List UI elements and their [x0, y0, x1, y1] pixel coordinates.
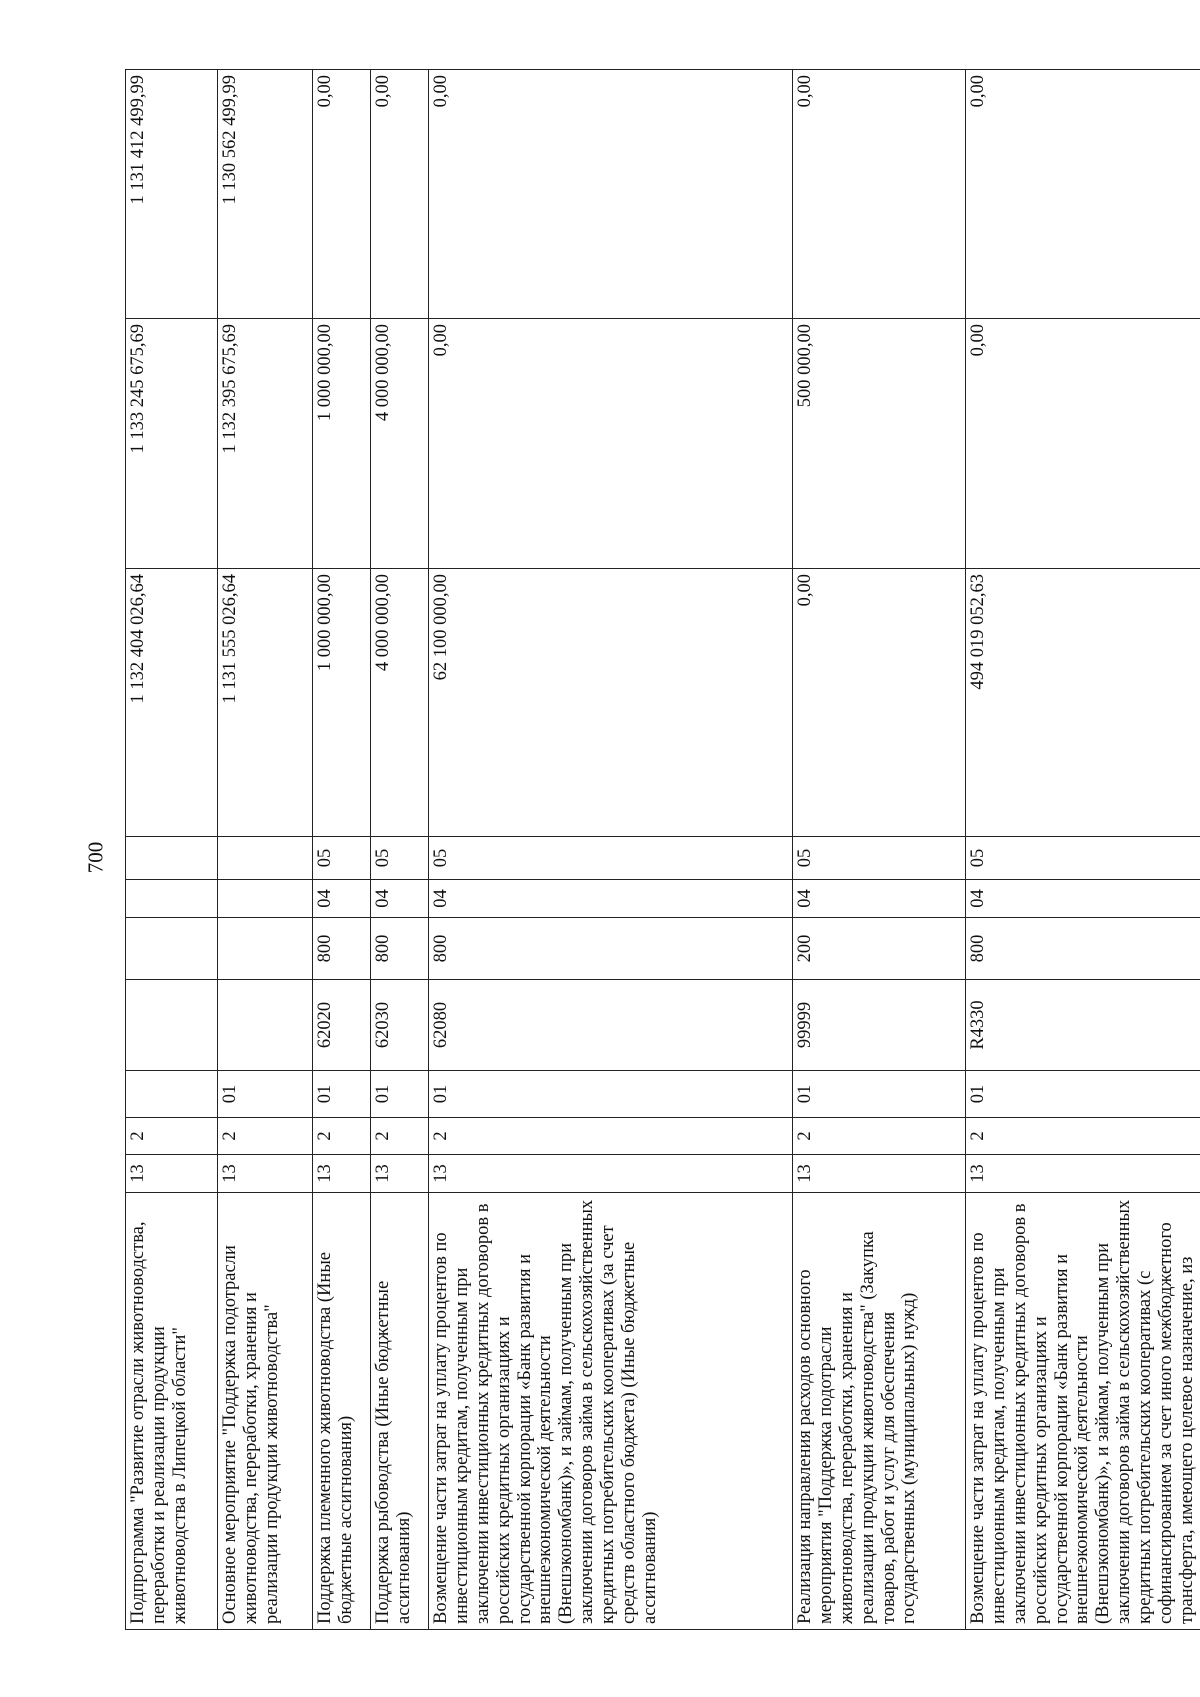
row-description: Возмещение части затрат на уплату процентов по инвестиционным кредитам, полученным при заключении инвестиционных кредитных договоров в российских кредитных организациях и государственной корпорации «Банк развития и внешнеэкономической деятельности (Внешэкономбанк)», и займам, полученным при заключении договоров займа в сельскохозяйственных кредитных потребительских кооперативах (с софинансированием за счет иного межбюджетного трансферта, имеющего целевое назначение, из: [966, 1193, 1200, 1630]
amount-year-2: 1 133 245 675,69: [126, 319, 218, 569]
amount-year-1: 1 131 555 026,64: [218, 569, 313, 837]
expense-direction-code: 99999: [793, 980, 966, 1071]
subprogram-code: 2: [126, 1118, 218, 1155]
expense-direction-code: [126, 980, 218, 1071]
section-code: 04: [371, 880, 429, 918]
subsection-code: 05: [793, 837, 966, 880]
row-description: Реализация направления расходов основного мероприятия "Поддержка подотрасли животноводства, переработки, хранения и реализации продукции животноводства" (Закупка товаров, работ и услуг для обеспечения государственных (муниципальных) нужд): [793, 1193, 966, 1630]
subprogram-code: 2: [218, 1118, 313, 1155]
amount-year-2: 1 000 000,00: [313, 319, 371, 569]
amount-year-3: 0,00: [313, 70, 371, 319]
amount-year-2: 1 132 395 675,69: [218, 319, 313, 569]
amount-year-1: 1 132 404 026,64: [126, 569, 218, 837]
table-row: [313, 70, 371, 1630]
expense-type-code: [126, 918, 218, 980]
program-code: 13: [126, 1155, 218, 1193]
subsection-code: 05: [966, 837, 1200, 880]
expense-type-code: 800: [371, 918, 429, 980]
subprogram-code: 2: [429, 1118, 793, 1155]
expense-type-code: 800: [313, 918, 371, 980]
program-code: 13: [429, 1155, 793, 1193]
activity-code: 01: [313, 1071, 371, 1118]
amount-year-1: 0,00: [793, 569, 966, 837]
section-code: 04: [429, 880, 793, 918]
activity-code: 01: [218, 1071, 313, 1118]
expense-type-code: [218, 918, 313, 980]
subsection-code: [126, 837, 218, 880]
program-code: 13: [218, 1155, 313, 1193]
amount-year-3: 0,00: [793, 70, 966, 319]
subsection-code: [218, 837, 313, 880]
expense-direction-code: [218, 980, 313, 1071]
section-code: 04: [313, 880, 371, 918]
program-code: 13: [313, 1155, 371, 1193]
row-description: Поддержка рыбоводства (Иные бюджетные ассигнования): [371, 1193, 429, 1630]
amount-year-1: 1 000 000,00: [313, 569, 371, 837]
table-row: [793, 70, 966, 1630]
expense-type-code: 800: [429, 918, 793, 980]
expense-direction-code: R4330: [966, 980, 1200, 1071]
expense-direction-code: 62030: [371, 980, 429, 1071]
subprogram-code: 2: [793, 1118, 966, 1155]
subprogram-code: 2: [371, 1118, 429, 1155]
subsection-code: 05: [371, 837, 429, 880]
activity-code: 01: [429, 1071, 793, 1118]
amount-year-2: 4 000 000,00: [371, 319, 429, 569]
amount-year-2: 0,00: [429, 319, 793, 569]
row-description: Основное мероприятие "Поддержка подотрасли животноводства, переработки, хранения и реализации продукции животноводства": [218, 1193, 313, 1630]
program-code: 13: [793, 1155, 966, 1193]
amount-year-3: 1 130 562 499,99: [218, 70, 313, 319]
subsection-code: 05: [313, 837, 371, 880]
expense-type-code: 800: [966, 918, 1200, 980]
subprogram-code: 2: [313, 1118, 371, 1155]
row-description: Подпрограмма "Развитие отрасли животноводства, переработки и реализации продукции животноводства в Липецкой области": [126, 1193, 218, 1630]
program-code: 13: [371, 1155, 429, 1193]
section-code: [218, 880, 313, 918]
table-row: [966, 70, 1200, 1630]
rotated-table-container: [125, 70, 1197, 1630]
budget-table: [125, 69, 1200, 1630]
activity-code: 01: [793, 1071, 966, 1118]
amount-year-2: 0,00: [966, 319, 1200, 569]
activity-code: 01: [966, 1071, 1200, 1118]
amount-year-3: 0,00: [429, 70, 793, 319]
table-row: [371, 70, 429, 1630]
table-row: [126, 70, 218, 1630]
expense-direction-code: 62080: [429, 980, 793, 1071]
amount-year-3: 0,00: [371, 70, 429, 319]
amount-year-2: 500 000,00: [793, 319, 966, 569]
activity-code: [126, 1071, 218, 1118]
amount-year-1: 4 000 000,00: [371, 569, 429, 837]
section-code: 04: [793, 880, 966, 918]
subsection-code: 05: [429, 837, 793, 880]
row-description: Возмещение части затрат на уплату процентов по инвестиционным кредитам, полученным при заключении инвестиционных кредитных договоров в российских кредитных организациях и государственной корпорации «Банк развития и внешнеэкономической деятельности (Внешэкономбанк)», и займам, полученным при заключении договоров займа в сельскохозяйственных кредитных потребительских кооперативах (за счет средств областного бюджета) (Иные бюджетные ассигнования): [429, 1193, 793, 1630]
amount-year-1: 62 100 000,00: [429, 569, 793, 837]
expense-type-code: 200: [793, 918, 966, 980]
subprogram-code: 2: [966, 1118, 1200, 1155]
section-code: [126, 880, 218, 918]
page-number: 700: [83, 841, 108, 874]
table-row: [429, 70, 793, 1630]
program-code: 13: [966, 1155, 1200, 1193]
activity-code: 01: [371, 1071, 429, 1118]
amount-year-3: 1 131 412 499,99: [126, 70, 218, 319]
amount-year-3: 0,00: [966, 70, 1200, 319]
section-code: 04: [966, 880, 1200, 918]
row-description: Поддержка племенного животноводства (Иные бюджетные ассигнования): [313, 1193, 371, 1630]
expense-direction-code: 62020: [313, 980, 371, 1071]
table-row: [218, 70, 313, 1630]
amount-year-1: 494 019 052,63: [966, 569, 1200, 837]
